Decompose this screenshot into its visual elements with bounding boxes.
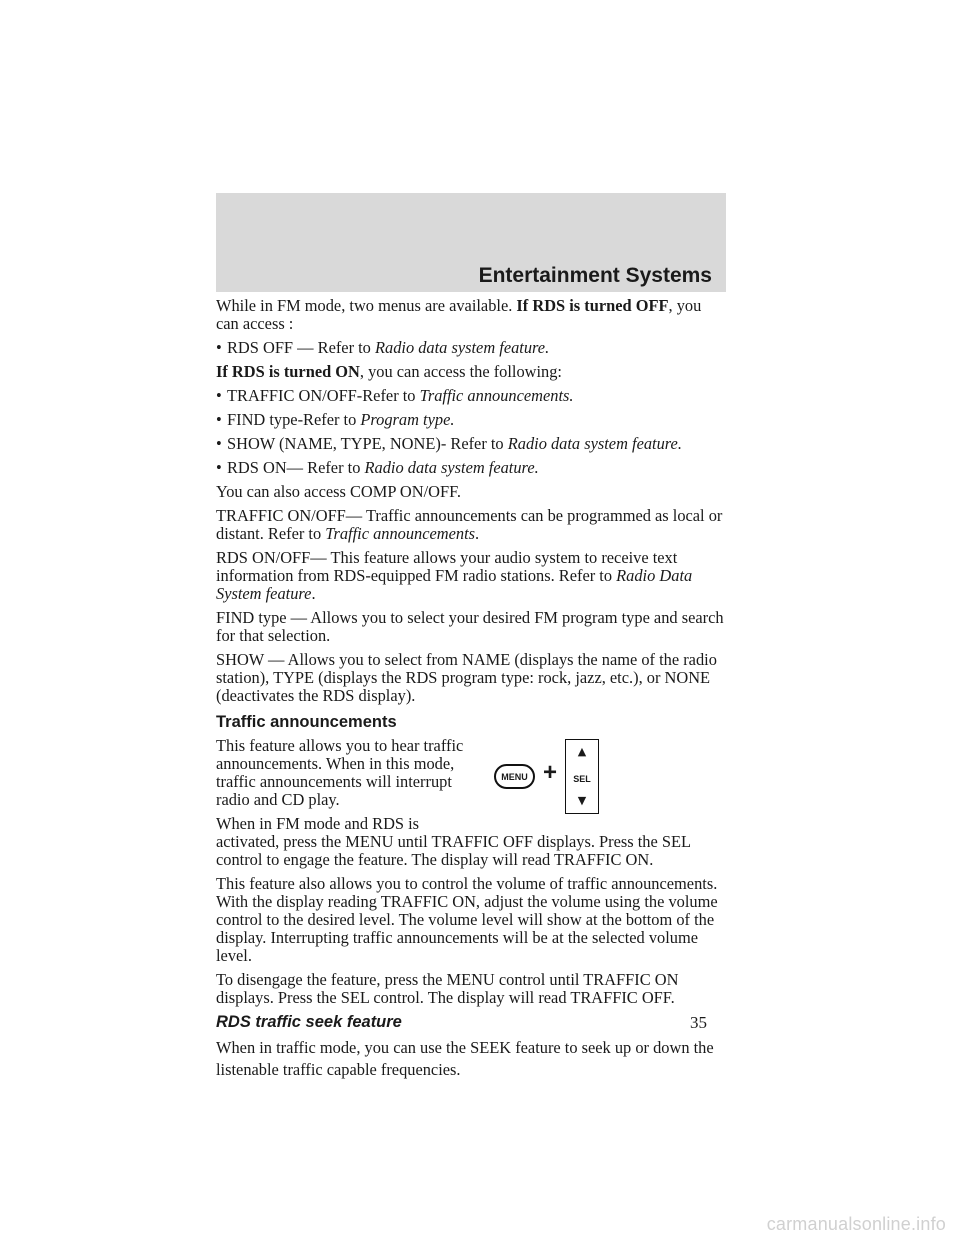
traffic-heading: Traffic announcements xyxy=(216,713,397,731)
comp-paragraph: You can also access COMP ON/OFF. xyxy=(216,482,462,501)
page-number: 35 xyxy=(690,1013,707,1032)
sel-control-icon xyxy=(565,739,599,814)
section-header xyxy=(216,193,726,292)
traffic-p3: This feature also allows you to control the volume of traffic announcements. With the display reading TRAFFIC ON, adjust the volume using the volume control to the desired level. The volume level will show at the bottom of the display. Interrupting traffic announcements will be at the selected volume level. xyxy=(216,874,718,965)
up-arrow-icon: ▲ xyxy=(577,745,587,758)
plus-icon: + xyxy=(543,759,558,786)
sel-label: SEL xyxy=(573,774,591,784)
list-item: • SHOW (NAME, TYPE, NONE)- Refer to Radio data system feature. xyxy=(216,434,682,453)
menu-button-icon: MENU xyxy=(494,764,535,789)
intro-paragraph: While in FM mode, two menus are available. If RDS is turned OFF, you can access : xyxy=(216,296,702,333)
seek-p1: When in traffic mode, you can use the SEEK feature to seek up or down the listenable traffic capable frequencies. xyxy=(216,1038,714,1079)
traffic-p2: When in FM mode and RDS is activated, press the MENU until TRAFFIC OFF displays. Press the SEL control to engage the feature. The display will read TRAFFIC ON. xyxy=(216,814,691,869)
traffic-p1: This feature allows you to hear traffic announcements. When in this mode, traffic announcements will interrupt radio and CD play. xyxy=(216,736,464,809)
rds-on-intro: If RDS is turned ON, you can access the following: xyxy=(216,362,562,381)
page-content xyxy=(216,297,728,1087)
seek-heading: RDS traffic seek feature xyxy=(216,1013,402,1031)
traffic-p4: To disengage the feature, press the MENU control until TRAFFIC ON displays. Press the SEL control. The display will read TRAFFIC OFF. xyxy=(216,970,679,1007)
section-title: Entertainment Systems xyxy=(478,264,712,287)
down-arrow-icon: ▼ xyxy=(577,794,587,807)
rds-onoff-paragraph: RDS ON/OFF— This feature allows your audio system to receive text information from RDS-equipped FM radio stations. Refer to Radio Data System feature. xyxy=(216,548,693,603)
watermark: carmanualsonline.info xyxy=(766,1214,946,1234)
find-type-paragraph: FIND type — Allows you to select your desired FM program type and search for that selection. xyxy=(216,608,724,645)
show-paragraph: SHOW — Allows you to select from NAME (displays the name of the radio station), TYPE (displays the RDS program type: rock, jazz, etc.), or NONE (deactivates the RDS display). xyxy=(216,650,717,705)
list-item: • RDS OFF — Refer to Radio data system feature. xyxy=(216,338,550,357)
list-item: • RDS ON— Refer to Radio data system feature. xyxy=(216,458,539,477)
list-item: • TRAFFIC ON/OFF-Refer to Traffic announcements. xyxy=(216,386,574,405)
menu-sel-figure xyxy=(488,739,728,819)
list-item: • FIND type-Refer to Program type. xyxy=(216,410,455,429)
traffic-onoff-paragraph: TRAFFIC ON/OFF— Traffic announcements can be programmed as local or distant. Refer to Traffic announcements. xyxy=(216,506,723,543)
